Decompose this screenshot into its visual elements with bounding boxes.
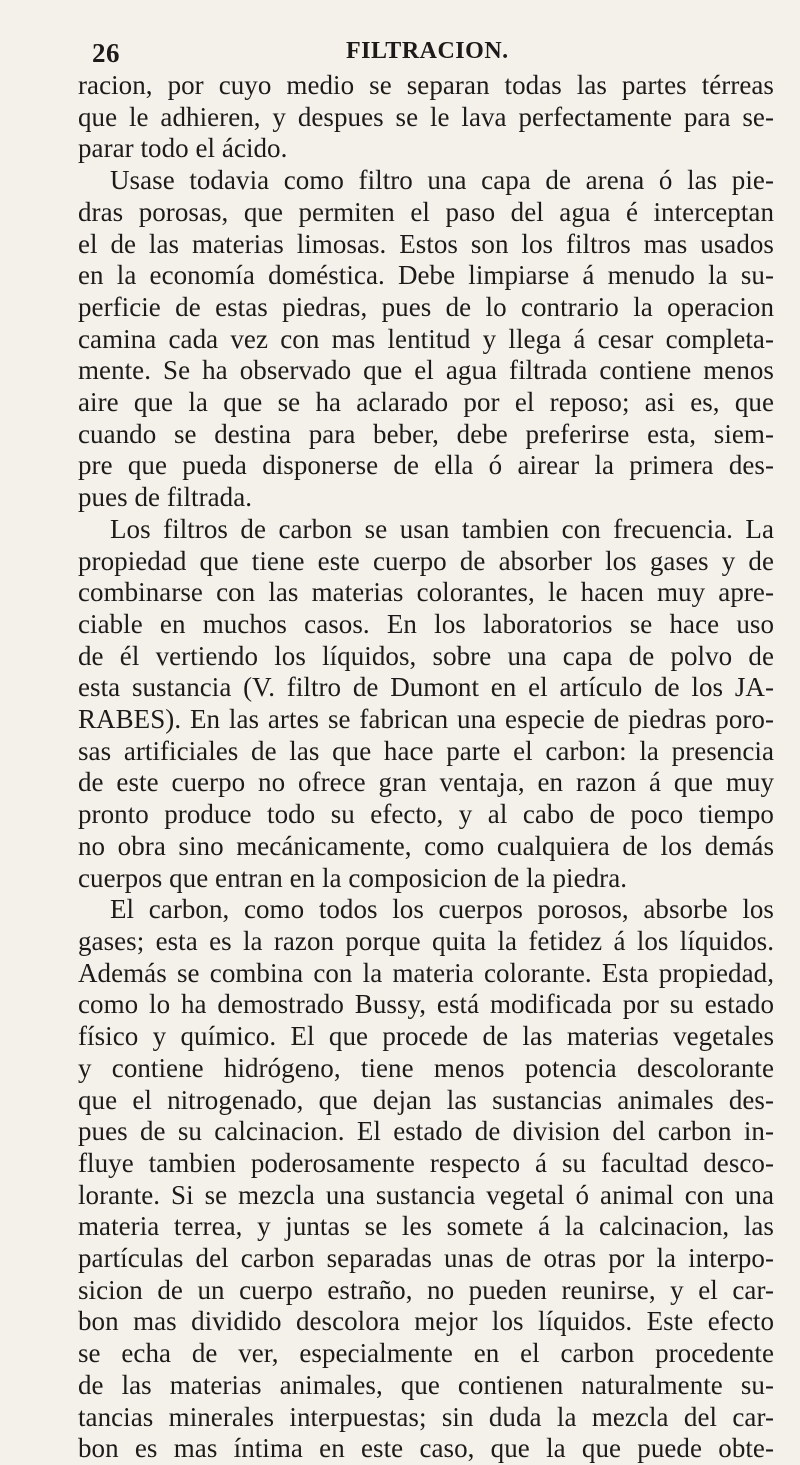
text-line: Además se combina con la materia colorante. Esta propiedad, (78, 957, 774, 988)
text-line: se echa de ver, especialmente en el carbon procedente (78, 1338, 774, 1369)
text-line: pre que pueda disponerse de ella ó airear la primera des- (78, 450, 774, 481)
text-line: sicion de un cuerpo estraño, no pueden reunirse, y el car- (78, 1274, 774, 1305)
text-line: de este cuerpo no ofrece gran ventaja, en razon á que muy (78, 767, 774, 798)
text-line: Los filtros de carbon se usan tambien con frecuencia. La (110, 513, 774, 544)
text-line: cuerpos que entran en la composicion de la piedra. (78, 862, 628, 893)
text-line: físico y químico. El que procede de las materias vegetales (78, 1021, 774, 1052)
text-line: de las materias animales, que contienen naturalmente su- (78, 1369, 774, 1400)
text-line: pues de su calcinacion. El estado de division del carbon in- (78, 1116, 774, 1147)
text-line: bon es mas íntima en este caso, que la que puede obte- (78, 1433, 774, 1464)
text-line: aire que la que se ha aclarado por el reposo; asi es, que (78, 387, 774, 418)
text-line: camina cada vez con mas lentitud y llega á cesar completa- (78, 323, 774, 354)
text-line: partículas del carbon separadas unas de otras por la interpo- (78, 1243, 774, 1274)
running-title: FILTRACION. (346, 38, 509, 64)
text-line: de él vertiendo los líquidos, sobre una capa de polvo de (78, 640, 774, 671)
text-line: ciable en muchos casos. En los laboratorios se hace uso (78, 608, 774, 639)
text-line: que el nitrogenado, que dejan las sustancias animales des- (78, 1084, 774, 1115)
text-line: El carbon, como todos los cuerpos porosos, absorbe los (110, 894, 774, 925)
text-line: como lo ha demostrado Bussy, está modificada por su estado (78, 989, 774, 1020)
body-text (78, 70, 774, 1465)
text-line: el de las materias limosas. Estos son los filtros mas usados (78, 228, 774, 259)
text-line: pronto produce todo su efecto, y al cabo de poco tiempo (78, 799, 774, 830)
text-line: lorante. Si se mezcla una sustancia vegetal ó animal con una (78, 1179, 774, 1210)
text-line: cuando se destina para beber, debe preferirse esta, siem- (78, 418, 774, 449)
text-line: tancias minerales interpuestas; sin duda la mezcla del car- (78, 1401, 774, 1432)
text-line: RABES). En las artes se fabrican una especie de piedras poro- (78, 704, 774, 735)
text-line: propiedad que tiene este cuerpo de absorber los gases y de (78, 545, 774, 576)
text-line: gases; esta es la razon porque quita la fetidez á los líquidos. (78, 925, 774, 956)
page-number: 26 (92, 38, 120, 68)
text-line: dras porosas, que permiten el paso del agua é interceptan (78, 196, 774, 227)
text-line: Usase todavia como filtro una capa de arena ó las pie- (110, 165, 774, 196)
running-header (78, 14, 774, 68)
text-line: fluye tambien poderosamente respecto á su facultad desco- (78, 1147, 774, 1178)
text-line: materia terrea, y juntas se les somete á la calcinacion, las (78, 1211, 774, 1242)
text-line: combinarse con las materias colorantes, le hacen muy apre- (78, 577, 774, 608)
text-line: en la economía doméstica. Debe limpiarse á menudo la su- (78, 260, 774, 291)
text-line: perficie de estas piedras, pues de lo contrario la operacion (78, 291, 774, 322)
text-line: que le adhieren, y despues se le lava perfectamente para se- (78, 101, 774, 132)
text-line: y contiene hidrógeno, tiene menos potencia descolorante (78, 1052, 774, 1083)
text-line: mente. Se ha observado que el agua filtrada contiene menos (78, 355, 774, 386)
text-line: racion, por cuyo medio se separan todas las partes térreas (78, 70, 774, 100)
text-line: sas artificiales de las que hace parte el carbon: la presencia (78, 735, 774, 766)
text-line: parar todo el ácido. (78, 133, 288, 164)
text-line: bon mas dividido descolora mejor los líquidos. Este efecto (78, 1306, 774, 1337)
text-line: no obra sino mecánicamente, como cualquiera de los demás (78, 830, 774, 861)
text-line: pues de filtrada. (78, 482, 253, 513)
text-line: esta sustancia (V. filtro de Dumont en el artículo de los JA- (78, 672, 774, 703)
